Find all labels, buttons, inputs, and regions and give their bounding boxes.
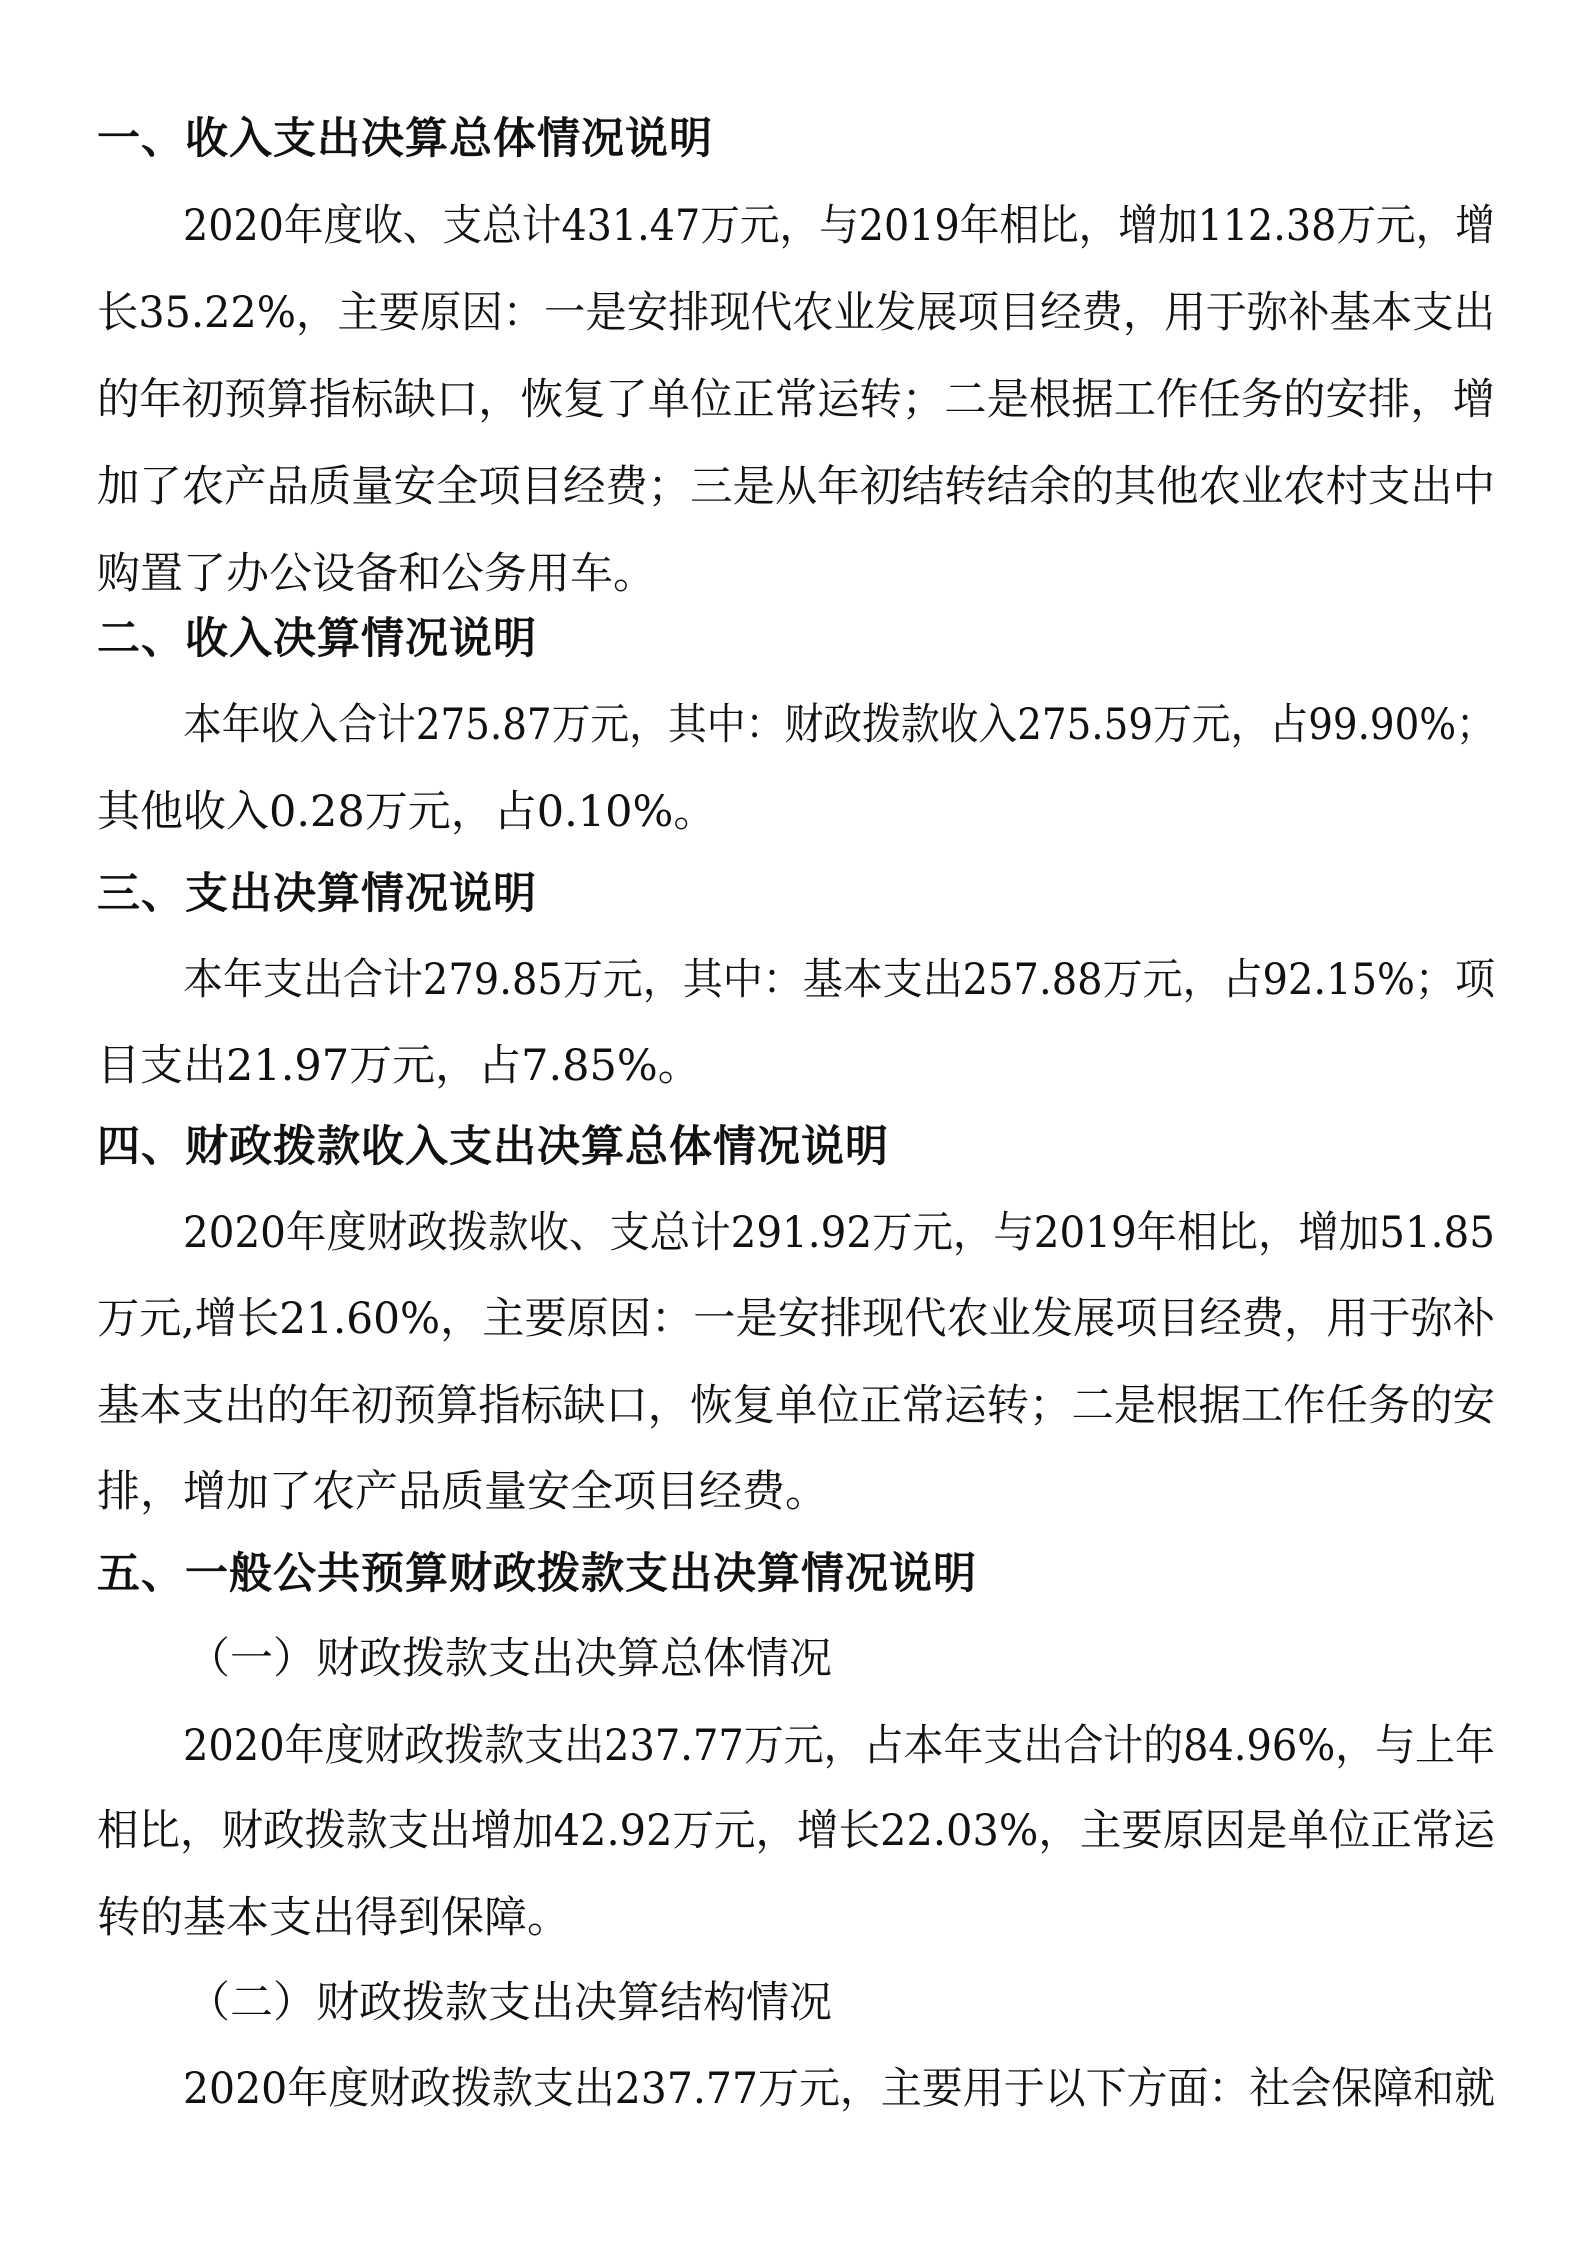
section-1-line-1: 2020年度收、支总计431.47万元，与2019年相比，增加112.38万元，增 [183,201,1495,251]
subsection-5-1-line-2: 相比，财政拨款支出增加42.92万元，增长22.03%，主要原因是单位正常运 [97,1806,1495,1856]
section-4-line-1: 2020年度财政拨款收、支总计291.92万元，与2019年相比，增加51.85 [183,1208,1495,1258]
section-3-line-2: 目支出21.97万元，占7.85%。 [97,1041,701,1091]
section-4-line-3: 基本支出的年初预算指标缺口，恢复单位正常运转；二是根据工作任务的安 [97,1381,1495,1431]
subsection-5-1-line-3: 转的基本支出得到保障。 [97,1893,570,1943]
section-2-heading: 二、收入决算情况说明 [97,614,537,664]
section-3-line-1: 本年支出合计279.85万元，其中：基本支出257.88万元，占92.15%；项 [183,955,1495,1005]
section-3-heading: 三、支出决算情况说明 [97,869,537,919]
section-1-heading: 一、收入支出决算总体情况说明 [97,114,713,164]
section-2-line-2: 其他收入0.28万元，占0.10%。 [97,787,717,837]
section-1-line-5: 购置了办公设备和公务用车。 [97,549,656,599]
subsection-5-2-line-1: 2020年度财政拨款支出237.77万元，主要用于以下方面：社会保障和就 [183,2064,1496,2114]
section-4-heading: 四、财政拨款收入支出决算总体情况说明 [97,1122,889,1172]
section-1-line-2: 长35.22%，主要原因：一是安排现代农业发展项目经费，用于弥补基本支出 [97,288,1495,338]
section-5-heading: 五、一般公共预算财政拨款支出决算情况说明 [97,1549,977,1599]
section-2-line-1: 本年收入合计275.87万元，其中：财政拨款收入275.59万元，占99.90%； [183,700,1495,750]
section-4-line-2: 万元,增长21.60%，主要原因：一是安排现代农业发展项目经费，用于弥补 [97,1294,1495,1344]
subsection-5-2-title: （二）财政拨款支出决算结构情况 [187,1978,832,2028]
section-1-line-4: 加了农产品质量安全项目经费；三是从年初结转结余的其他农业农村支出中 [97,462,1495,512]
subsection-5-1-title: （一）财政拨款支出决算总体情况 [187,1634,832,1684]
section-1-line-3: 的年初预算指标缺口，恢复了单位正常运转；二是根据工作任务的安排，增 [97,375,1495,425]
section-4-line-4: 排，增加了农产品质量安全项目经费。 [97,1467,828,1517]
subsection-5-1-line-1: 2020年度财政拨款支出237.77万元，占本年支出合计的84.96%，与上年 [183,1721,1495,1771]
